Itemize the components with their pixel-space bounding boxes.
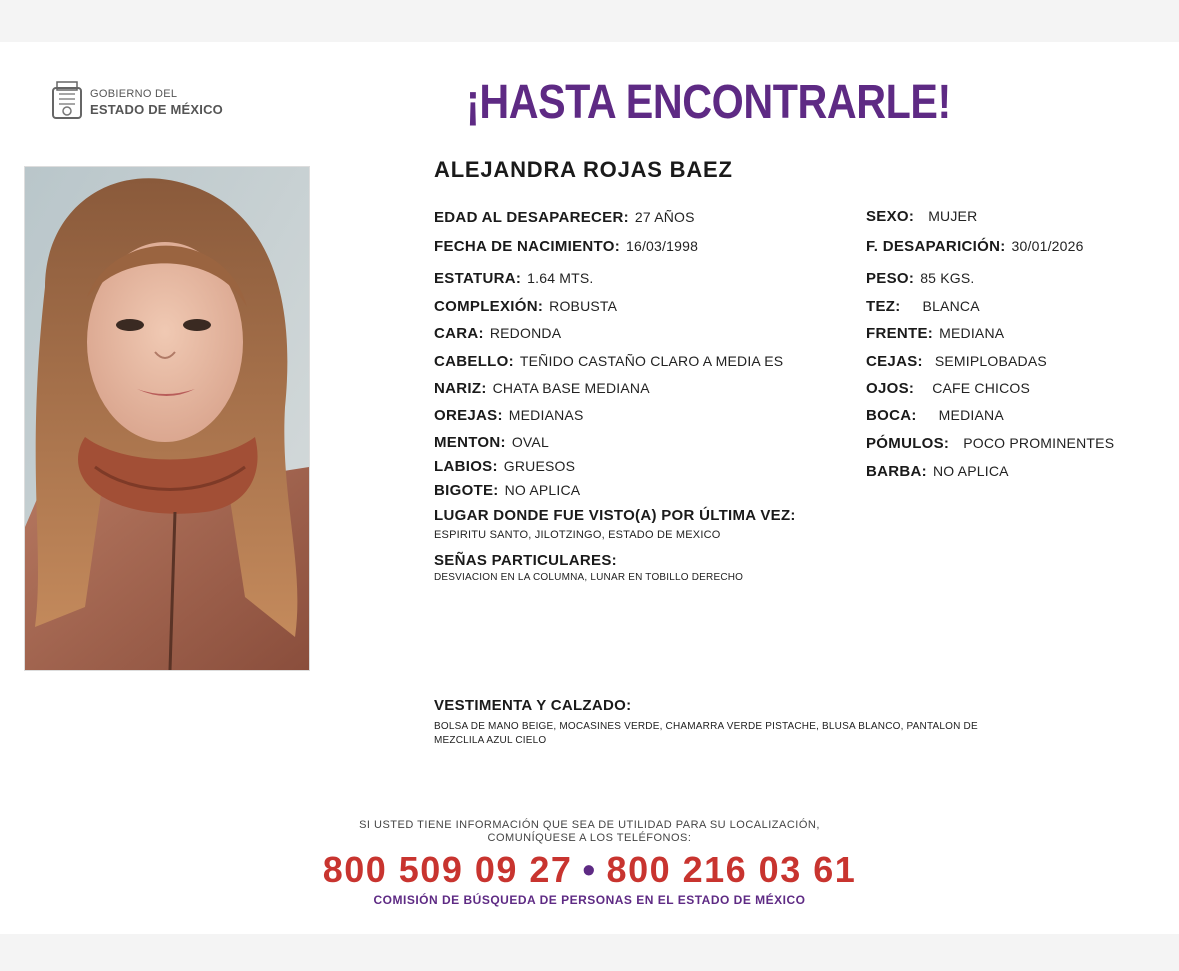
field-pomulos: PÓMULOS: POCO PROMINENTES <box>866 435 1115 452</box>
field-fecha-nacimiento: FECHA DE NACIMIENTO: 16/03/1998 <box>434 238 699 255</box>
last-seen-label: LUGAR DONDE FUE VISTO(A) POR ÚLTIMA VEZ: <box>434 507 796 524</box>
field-peso: PESO: 85 KGS. <box>866 270 975 287</box>
government-logo <box>50 80 223 124</box>
field-tez: TEZ: BLANCA <box>866 298 980 315</box>
missing-person-poster <box>0 42 1179 934</box>
field-cejas: CEJAS: SEMIPLOBADAS <box>866 353 1047 370</box>
person-photo <box>24 166 310 671</box>
field-edad: EDAD AL DESAPARECER: 27 AÑOS <box>434 209 695 226</box>
footer-info-line-1: SI USTED TIENE INFORMACIÓN QUE SEA DE UTILIDAD PARA SU LOCALIZACIÓN, <box>359 819 820 831</box>
field-boca: BOCA: MEDIANA <box>866 407 1004 424</box>
phone-separator: • <box>582 849 597 890</box>
field-barba: BARBA: NO APLICA <box>866 463 1009 480</box>
footer-info-line-2: COMUNÍQUESE A LOS TELÉFONOS: <box>487 832 692 844</box>
field-bigote: BIGOTE: NO APLICA <box>434 482 581 499</box>
field-orejas: OREJAS: MEDIANAS <box>434 407 584 424</box>
field-estatura: ESTATURA: 1.64 MTS. <box>434 270 594 287</box>
marks-value: DESVIACION EN LA COLUMNA, LUNAR EN TOBILLO DERECHO <box>434 572 744 583</box>
field-sexo: SEXO: MUJER <box>866 208 978 225</box>
field-ojos: OJOS: CAFE CHICOS <box>866 380 1031 397</box>
commission-name: COMISIÓN DE BÚSQUEDA DE PERSONAS EN EL ESTADO DE MÉXICO <box>373 893 806 907</box>
field-complexion: COMPLEXIÓN: ROBUSTA <box>434 298 618 315</box>
clothing-label: VESTIMENTA Y CALZADO: <box>434 697 632 714</box>
field-frente: FRENTE: MEDIANA <box>866 325 1005 342</box>
person-name: ALEJANDRA ROJAS BAEZ <box>434 157 733 182</box>
phone-number-2[interactable]: 800 216 03 61 <box>606 849 857 890</box>
coat-of-arms-icon <box>50 80 84 124</box>
field-menton: MENTON: OVAL <box>434 434 549 451</box>
phone-numbers <box>0 849 1179 891</box>
field-labios: LABIOS: GRUESOS <box>434 458 576 475</box>
phone-number-1[interactable]: 800 509 09 27 <box>322 849 573 890</box>
last-seen-value: ESPIRITU SANTO, JILOTZINGO, ESTADO DE MEXICO <box>434 529 721 541</box>
headline: ¡HASTA ENCONTRARLE! <box>466 76 951 129</box>
clothing-line-2: MEZCLILA AZUL CIELO <box>434 735 547 746</box>
logo-line-1: GOBIERNO DEL <box>90 88 178 100</box>
field-fecha-desaparicion: F. DESAPARICIÓN: 30/01/2026 <box>866 238 1084 255</box>
marks-label: SEÑAS PARTICULARES: <box>434 552 617 569</box>
clothing-line-1: BOLSA DE MANO BEIGE, MOCASINES VERDE, CHAMARRA VERDE PISTACHE, BLUSA BLANCO, PANTALON DE <box>434 721 978 732</box>
field-nariz: NARIZ: CHATA BASE MEDIANA <box>434 380 650 397</box>
logo-line-2: ESTADO DE MÉXICO <box>90 102 223 117</box>
field-cara: CARA: REDONDA <box>434 325 562 342</box>
field-cabello: CABELLO: TEÑIDO CASTAÑO CLARO A MEDIA ES <box>434 353 784 370</box>
